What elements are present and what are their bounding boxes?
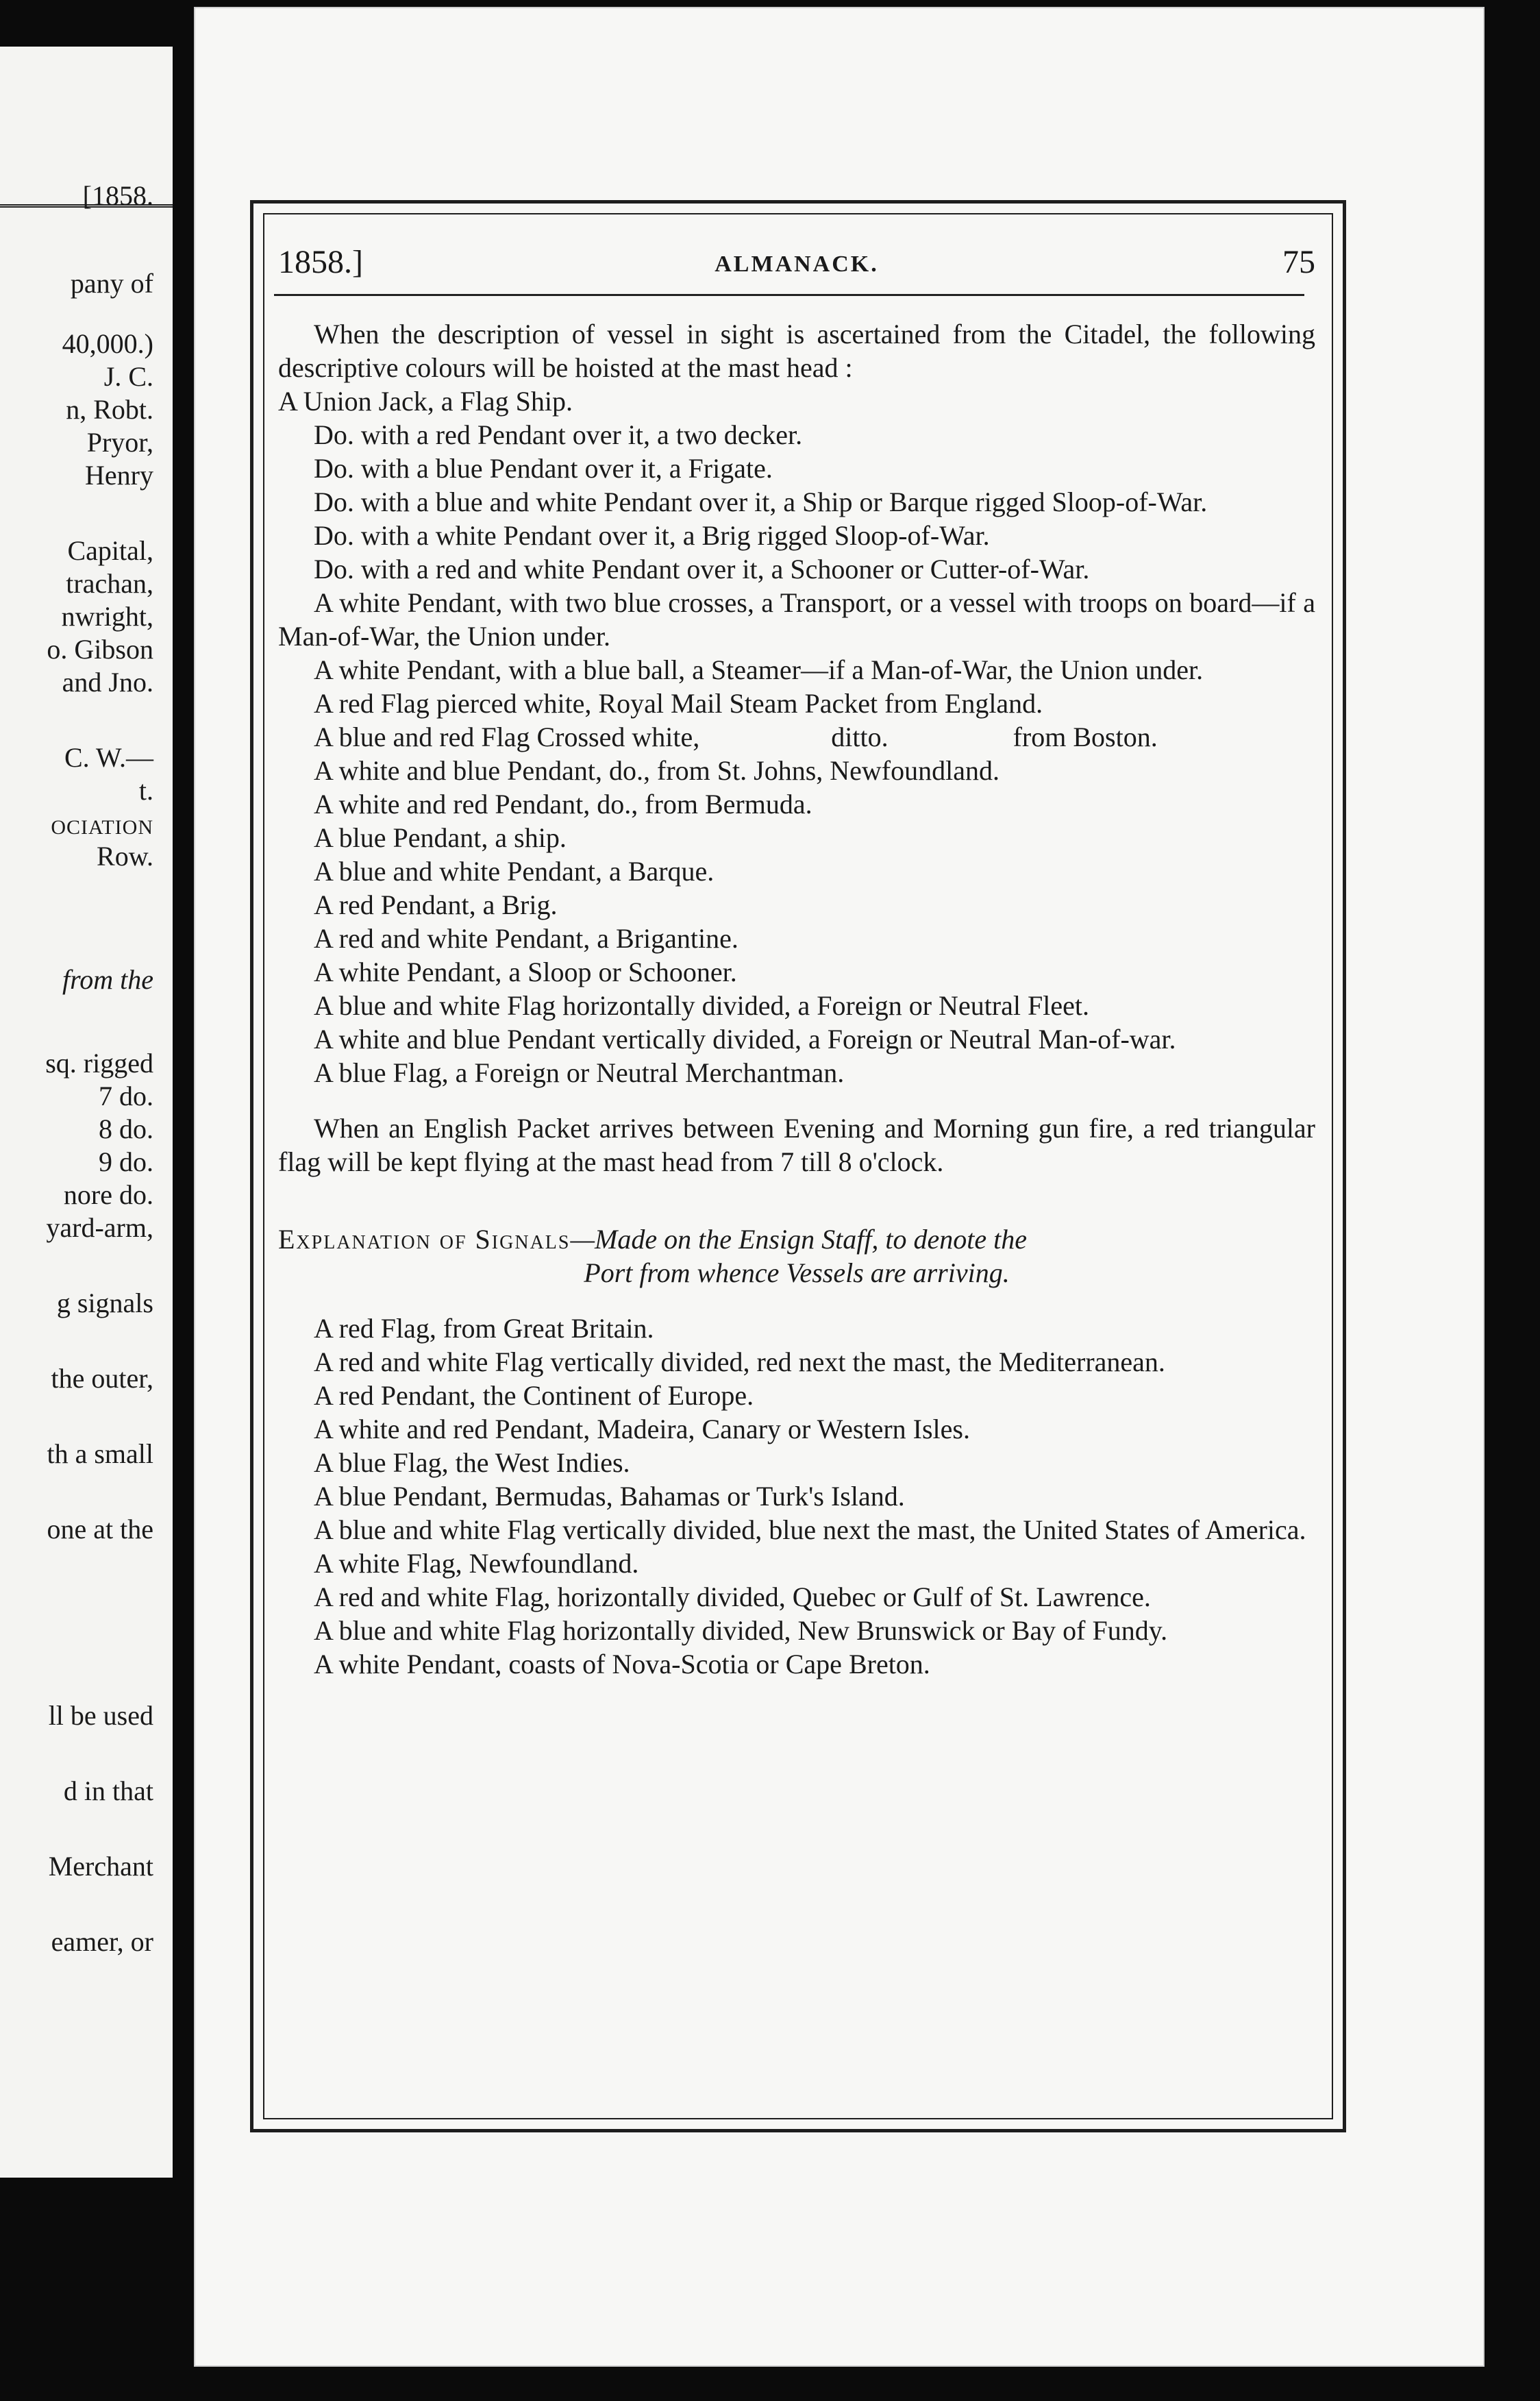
pendant-signal-entry: A white Pendant, a Sloop or Schooner. bbox=[314, 957, 737, 987]
port-signal-entry: A blue Flag, the West Indies. bbox=[314, 1447, 630, 1478]
pendant-signal-list bbox=[278, 754, 1315, 1089]
pendant-signal-entry: A blue and white Pendant, a Barque. bbox=[314, 856, 715, 887]
port-signal-entry: A blue and white Flag vertically divided, blue next the mast, the United States of America. bbox=[314, 1514, 1306, 1545]
left-page-line: Henry bbox=[85, 460, 153, 491]
left-page-fragment bbox=[0, 47, 173, 2178]
port-signal-entry: A blue Pendant, Bermudas, Bahamas or Turk's Island. bbox=[314, 1481, 905, 1512]
left-page-line: Capital, bbox=[67, 535, 153, 566]
running-head-year: 1858.] bbox=[278, 244, 363, 280]
port-signal-entry: A red Flag, from Great Britain. bbox=[314, 1313, 654, 1344]
left-page-line: C. W.— bbox=[64, 742, 153, 773]
left-page-line: J. C. bbox=[103, 361, 153, 392]
left-page-line: 7 do. bbox=[99, 1081, 153, 1111]
flag-signal-entry: Do. with a red Pendant over it, a two decker. bbox=[314, 419, 803, 450]
page-inner-border bbox=[263, 213, 1333, 2119]
left-page-line: Pryor, bbox=[86, 427, 153, 458]
flag-signal-entry: Do. with a blue and white Pendant over it, a Ship or Barque rigged Sloop-of-War. bbox=[314, 487, 1208, 517]
port-signal-entry: A white and red Pendant, Madeira, Canary or Western Isles. bbox=[314, 1414, 970, 1444]
left-page-line: nore do. bbox=[63, 1179, 153, 1210]
explanation-subheading: Port from whence Vessels are arriving. bbox=[584, 1257, 1010, 1288]
explanation-heading-title: Explanation of Signals bbox=[278, 1224, 571, 1255]
left-page-line: OCIATION bbox=[51, 816, 153, 839]
almanack-page bbox=[195, 8, 1483, 2365]
left-page-line: from the bbox=[62, 964, 153, 995]
left-page-line: one at the bbox=[47, 1514, 153, 1544]
port-signal-list bbox=[278, 1312, 1315, 1681]
port-signal-entry: A white Flag, Newfoundland. bbox=[314, 1548, 639, 1579]
page-body bbox=[278, 317, 1315, 1681]
port-signal-entry: A white Pendant, coasts of Nova-Scotia or Cape Breton. bbox=[314, 1649, 930, 1679]
flag-signal-entry: Do. with a blue Pendant over it, a Frigate. bbox=[314, 453, 773, 484]
left-page-line: the outer, bbox=[51, 1363, 153, 1394]
spacer bbox=[278, 1089, 1315, 1111]
left-page-line: Merchant bbox=[48, 1851, 153, 1882]
left-page-line: eamer, or bbox=[51, 1926, 153, 1957]
pendant-signal-entry: A white and blue Pendant, do., from St. Johns, Newfoundland. bbox=[314, 755, 999, 786]
explanation-heading-italic: —Made on the Ensign Staff, to denote the bbox=[570, 1224, 1028, 1255]
port-signal-entry: A red and white Flag vertically divided, red next the mast, the Mediterranean. bbox=[314, 1346, 1165, 1377]
pendant-signal-entry: A white and blue Pendant vertically divided, a Foreign or Neutral Man-of-war. bbox=[314, 1024, 1176, 1055]
intro-paragraph: When the description of vessel in sight is ascertained from the Citadel, the following descriptive colours will be hoisted at the mast head : bbox=[278, 319, 1315, 383]
left-page-line: [1858. bbox=[82, 180, 153, 211]
left-page-line: o. Gibson bbox=[47, 634, 153, 665]
page-border bbox=[250, 200, 1346, 2132]
left-page-line: d in that bbox=[63, 1775, 153, 1806]
left-page-line: ll be used bbox=[48, 1700, 153, 1731]
flag-signal-entry: Do. with a white Pendant over it, a Brig rigged Sloop-of-War. bbox=[314, 520, 990, 551]
running-head bbox=[278, 243, 1315, 284]
left-page-line: sq. rigged bbox=[45, 1048, 153, 1079]
packet-note: When an English Packet arrives between Evening and Morning gun fire, a red triangular flag will be kept flying at the mast head from 7 till 8 o'clock. bbox=[278, 1113, 1315, 1177]
left-page-line: th a small bbox=[47, 1438, 153, 1469]
port-signal-entry: A blue and white Flag horizontally divided, New Brunswick or Bay of Fundy. bbox=[314, 1615, 1168, 1646]
header-rule bbox=[274, 294, 1304, 296]
left-page-line: n, Robt. bbox=[66, 394, 153, 425]
ditto-entry-tail: from Boston. bbox=[1013, 722, 1158, 752]
ditto-mark: ditto. bbox=[831, 722, 889, 752]
explanation-heading bbox=[278, 1222, 1315, 1256]
left-page-line: pany of bbox=[70, 268, 153, 299]
left-page-line: and Jno. bbox=[62, 667, 153, 698]
left-page-line: t. bbox=[138, 775, 153, 806]
pendant-signal-entry: A red Pendant, a Brig. bbox=[314, 889, 558, 920]
pendant-signal-entry: A blue Pendant, a ship. bbox=[314, 822, 567, 853]
left-page-line: yard-arm, bbox=[46, 1212, 153, 1243]
left-page-line: Row. bbox=[97, 841, 153, 872]
pendant-signal-entry: A blue and white Flag horizontally divided, a Foreign or Neutral Fleet. bbox=[314, 990, 1089, 1021]
left-page-line: 40,000.) bbox=[62, 328, 153, 359]
ditto-entry-lead: A blue and red Flag Crossed white, bbox=[314, 722, 700, 752]
flag-signal-entry: A Union Jack, a Flag Ship. bbox=[278, 386, 573, 417]
left-page-line: nwright, bbox=[61, 601, 153, 632]
pendant-signal-entry: A white and red Pendant, do., from Bermuda. bbox=[314, 789, 812, 820]
port-signal-entry: A red and white Flag, horizontally divided, Quebec or Gulf of St. Lawrence. bbox=[314, 1581, 1151, 1612]
page-number: 75 bbox=[1282, 244, 1315, 280]
flag-signal-entry: A red Flag pierced white, Royal Mail Steam Packet from England. bbox=[314, 688, 1043, 719]
spacer bbox=[278, 1290, 1315, 1312]
port-signal-entry: A red Pendant, the Continent of Europe. bbox=[314, 1380, 754, 1411]
left-page-line: 8 do. bbox=[99, 1113, 153, 1144]
left-page-line: g signals bbox=[56, 1288, 153, 1318]
flag-signal-list bbox=[278, 384, 1315, 720]
flag-signal-entry: A white Pendant, with two blue crosses, a Transport, or a vessel with troops on board—if a Man-of-War, the Union under. bbox=[278, 587, 1315, 652]
running-head-title: ALMANACK. bbox=[715, 251, 879, 277]
ditto-entry bbox=[278, 720, 1315, 754]
pendant-signal-entry: A blue Flag, a Foreign or Neutral Merchantman. bbox=[314, 1057, 845, 1088]
spacer bbox=[278, 1179, 1315, 1222]
left-page-line: trachan, bbox=[66, 568, 153, 599]
flag-signal-entry: Do. with a red and white Pendant over it, a Schooner or Cutter-of-War. bbox=[314, 554, 1090, 584]
left-page-line: 9 do. bbox=[99, 1146, 153, 1177]
flag-signal-entry: A white Pendant, with a blue ball, a Steamer—if a Man-of-War, the Union under. bbox=[314, 654, 1204, 685]
pendant-signal-entry: A red and white Pendant, a Brigantine. bbox=[314, 923, 738, 954]
